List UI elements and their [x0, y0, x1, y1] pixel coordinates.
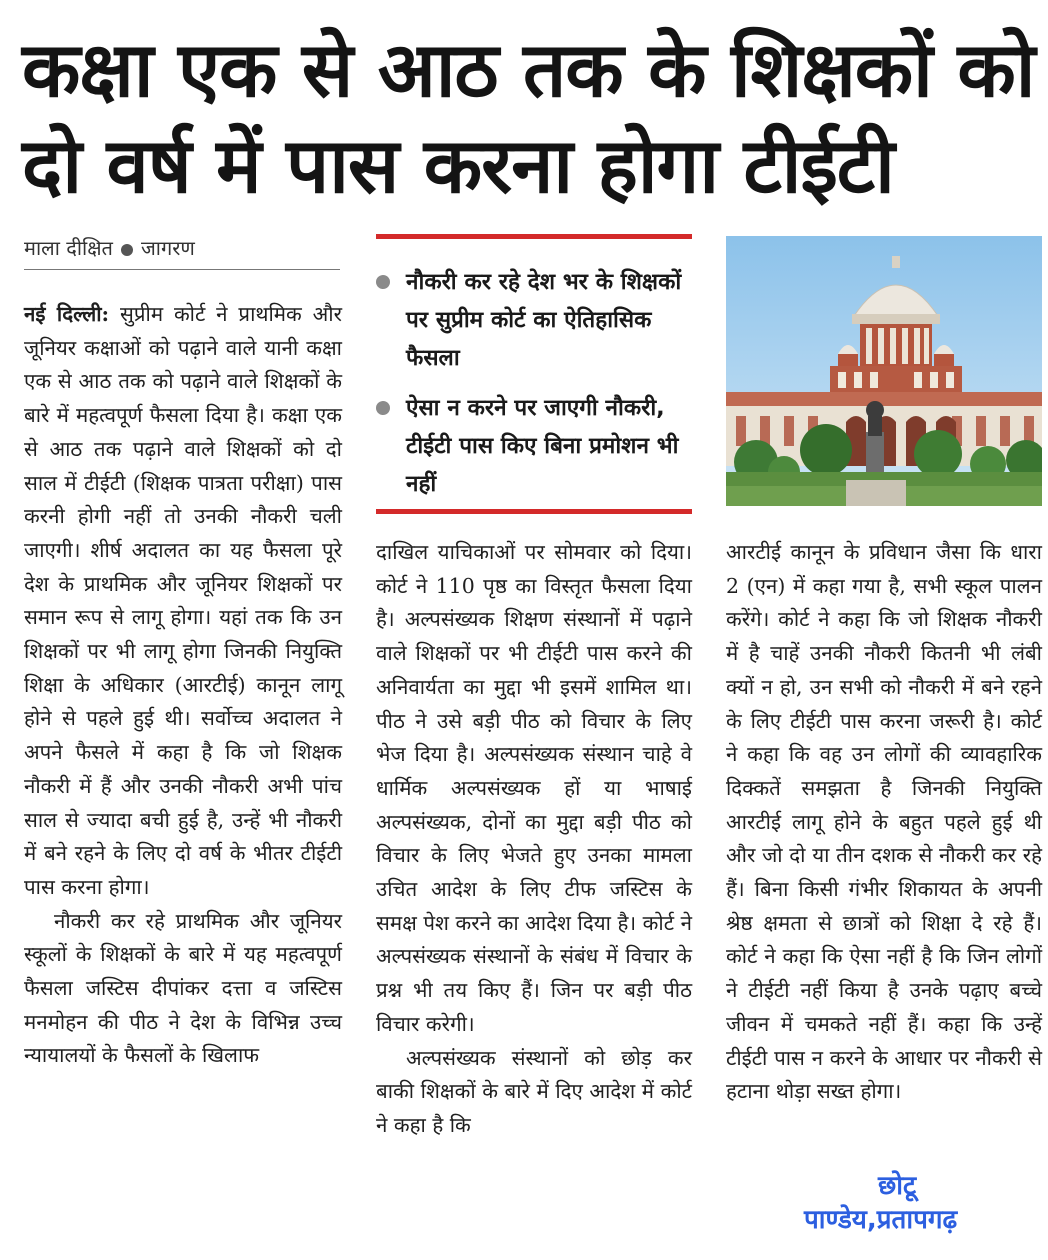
highlight-item: [376, 389, 692, 503]
watermark-place: पाण्डेय,प्रतापगढ़: [804, 1205, 958, 1235]
article-paragraph: अल्पसंख्यक संस्थानों को छोड़ कर बाकी शिक्षकों के बारे में दिए आदेश में कोर्ट ने कहा है कि: [376, 1045, 692, 1137]
highlight-item: [376, 263, 692, 377]
supreme-court-photo: [726, 236, 1042, 506]
watermark-name: छोटू: [878, 1171, 917, 1201]
article-paragraph: नौकरी कर रहे प्राथमिक और जूनियर स्कूलों के शिक्षकों के बारे में यह महत्वपूर्ण फैसला जस्टिस दीपांकर दत्ता व जस्टिस मनमोहन की पीठ ने देश के विभिन्न उच्च न्यायालयों के फैसलों के खिलाफ: [24, 908, 342, 1068]
highlight-text: ऐसा न करने पर जाएगी नौकरी, टीईटी पास किए बिना प्रमोशन भी नहीं: [406, 395, 679, 497]
article-paragraph: दाखिल याचिकाओं पर सोमवार को दिया। कोर्ट ने 110 पृष्ठ का विस्तृत फैसला दिया है। अल्पसंख्यक शिक्षण संस्थानों में पढ़ाने वाले शिक्षकों पर भी टीईटी पास करने की अनिवार्यता का मुद्दा भी इसमें शामिल था। पीठ ने उसे बड़ी पीठ को विचार के लिए भेज दिया है। अल्पसंख्यक संस्थान चाहे वे धार्मिक अल्पसंख्यक हों या भाषाई अल्पसंख्यक, दोनों का मुद्दा बड़ी पीठ को विचार के लिए भेजते हुए उनका मामला उचित आदेश के लिए टीफ जस्टिस के समक्ष पेश करने का आदेश दिया है। कोर्ट ने अल्पसंख्यक संस्थानों के संबंध में विचार के प्रश्न भी तय किए हैं। जिन पर बड़ी पीठ विचार करेगी।: [376, 540, 692, 1036]
article-column-2: [376, 536, 692, 1143]
article-paragraph: [24, 298, 342, 905]
headline: [22, 22, 1035, 214]
highlights-box: [376, 234, 692, 514]
article-column-1: [24, 298, 342, 1073]
bullet-dot-icon: [376, 275, 390, 289]
bullet-dot-icon: [121, 244, 133, 256]
byline-source: जागरण: [140, 236, 195, 260]
supreme-court-illustration: [726, 236, 1042, 506]
highlight-text: नौकरी कर रहे देश भर के शिक्षकों पर सुप्रीम कोर्ट का ऐतिहासिक फैसला: [406, 269, 682, 371]
byline-author: माला दीक्षित: [24, 236, 113, 260]
paragraph-text: सुप्रीम कोर्ट ने प्राथमिक और जूनियर कक्षाओं को पढ़ाने वाले यानी कक्षा एक से आठ तक को पढ़ाने वाले शिक्षकों के बारे में महत्वपूर्ण फैसला दिया है। कक्षा एक से आठ तक पढ़ाने वाले शिक्षकों को दो साल में टीईटी (शिक्षक पात्रता परीक्षा) पास करनी होगी नहीं तो उनकी नौकरी चली जाएगी। शीर्ष अदालत का यह फैसला पूरे देश के प्राथमिक और जूनियर शिक्षकों पर समान रूप से लागू होगा। यहां तक कि उन शिक्षकों पर भी लागू होगा जिनकी नियुक्ति शिक्षा के अधिकार (आरटीई) कानून लागू होने से पहले हुई थी। सर्वोच्च अदालत ने अपने फैसले में कहा है कि जो शिक्षक नौकरी में हैं और उनकी नौकरी अभी पांच साल से ज्यादा बची हुई है, उन्हें भी नौकरी में बने रहने के लिए दो वर्ष के भीतर टीईटी पास करना होगा।: [24, 302, 342, 899]
bullet-dot-icon: [376, 401, 390, 415]
dateline: नई दिल्ली:: [24, 302, 110, 326]
headline-line-1: कक्षा एक से आठ तक के शिक्षकों को: [22, 25, 1035, 114]
headline-line-2: दो वर्ष में पास करना होगा टीईटी: [22, 121, 894, 210]
article-paragraph: आरटीई कानून के प्रविधान जैसा कि धारा 2 (एन) में कहा गया है, सभी स्कूल पालन करेंगे। कोर्ट ने कहा कि जो शिक्षक नौकरी में है चाहें उनकी नौकरी कितनी भी लंबी क्यों न हो, उन सभी को नौकरी में बने रहने के लिए टीईटी पास करना जरूरी है। कोर्ट ने कहा कि वह उन लोगों की व्यावहारिक दिक्कतें समझता है जिनकी नियुक्ति आरटीई लागू होने के बहुत पहले हुई थी और जो दो या तीन दशक से नौकरी कर रहे हैं। बिना किसी गंभीर शिकायत के अपनी श्रेष्ठ क्षमता से छात्रों को शिक्षा दे रहे हैं। कोर्ट ने कहा कि ऐसा नहीं है कि जिन लोगों ने टीईटी नहीं किया है उनके पढ़ाए बच्चे जीवन में चमकते नहीं हैं। कहा कि उन्हें टीईटी पास न करने के आधार पर नौकरी से हटाना थोड़ा सख्त होगा।: [726, 540, 1042, 1104]
byline: [24, 234, 340, 270]
article-column-3: [726, 536, 1042, 1109]
